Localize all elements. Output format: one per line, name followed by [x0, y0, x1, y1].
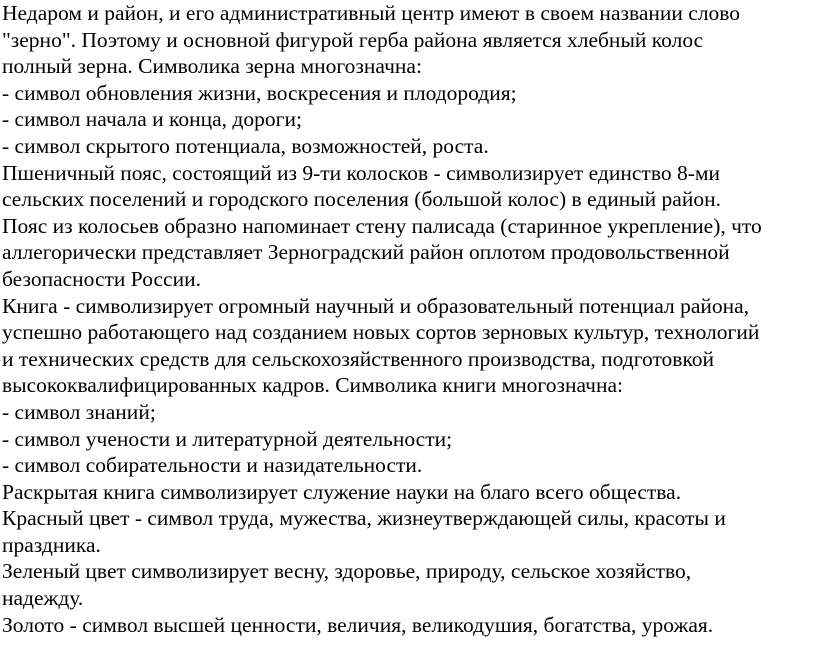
text-line: сельских поселений и городского поселения (большой колос) в единый район. [2, 187, 721, 212]
list-item: - символ знаний; [2, 399, 156, 424]
list-item: - символ начала и конца, дороги; [2, 107, 302, 132]
text-line: надежду. [2, 586, 84, 611]
text-line: Пояс из колосьев образно напоминает стену палисада (старинное укрепление), что [2, 213, 762, 238]
text-line: аллегорически представляет Зерноградский район оплотом продовольственной [2, 240, 730, 265]
text-line: полный зерна. Символика зерна многозначна: [2, 54, 422, 79]
list-item: - символ обновления жизни, воскресения и плодородия; [2, 80, 517, 105]
text-line: Недаром и район, и его административный центр имеют в своем названии слово [2, 1, 741, 25]
list-item: - символ скрытого потенциала, возможностей, роста. [2, 133, 489, 158]
list-item: - символ учености и литературной деятельности; [2, 426, 453, 451]
text-line: Красный цвет - символ труда, мужества, жизнеутверждающей силы, красоты и [2, 506, 726, 531]
text-line: Пшеничный пояс, состоящий из 9-ти колосков - символизирует единство 8-ми [2, 160, 720, 185]
text-line: высококвалифицированных кадров. Символика книги многозначна: [2, 373, 623, 398]
text-line: Книга - символизирует огромный научный и образовательный потенциал района, [2, 293, 750, 318]
text-line: успешно работающего над созданием новых сортов зерновых культур, технологий [2, 320, 760, 345]
text-line: "зерно". Поэтому и основной фигурой герба района является хлебный колос [2, 27, 704, 52]
text-line: безопасности России. [2, 266, 201, 291]
text-line: Золото - символ высшей ценности, величия, великодушия, богатства, урожая. [2, 612, 714, 637]
text-line: Зеленый цвет символизирует весну, здоровье, природу, сельское хозяйство, [2, 559, 692, 584]
list-item: - символ собирательности и назидательности. [2, 453, 423, 478]
text-line: праздника. [2, 532, 101, 557]
text-line: Раскрытая книга символизирует служение науки на благо всего общества. [2, 479, 682, 504]
text-line: и технических средств для сельскохозяйственного производства, подготовкой [2, 346, 715, 371]
